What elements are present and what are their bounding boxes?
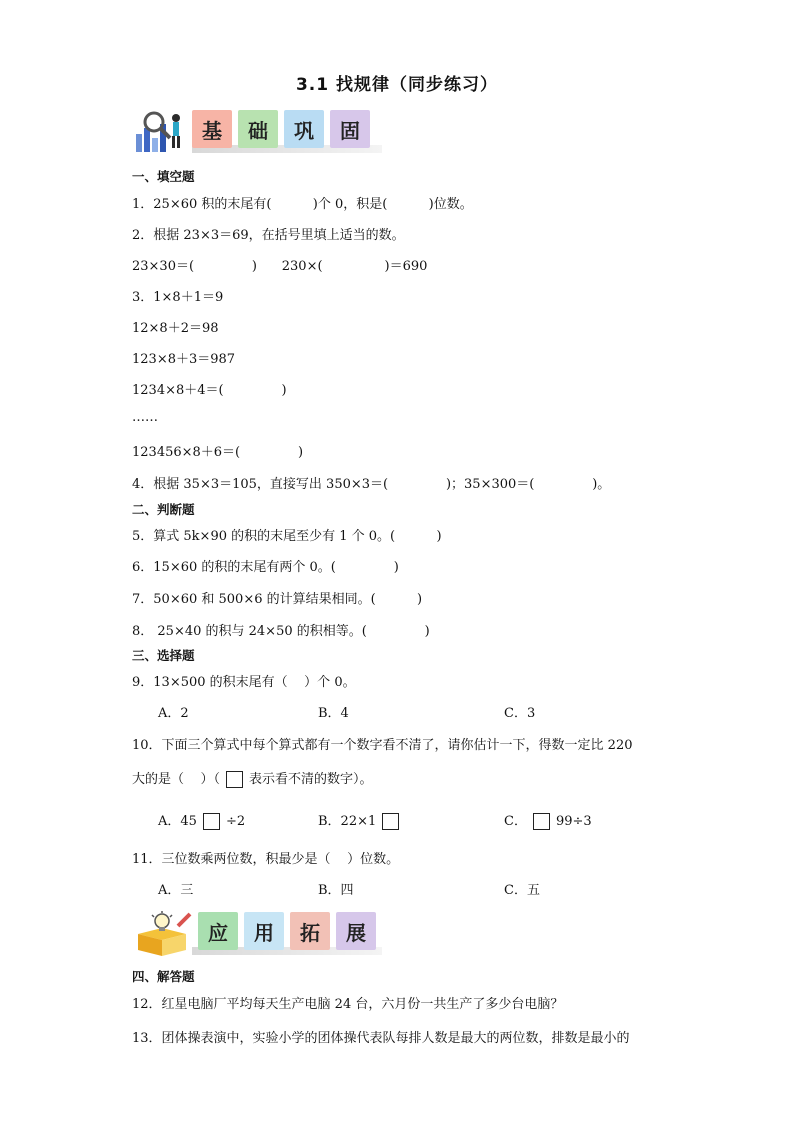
- question-3-line-3: 123×8＋3＝987: [132, 352, 236, 367]
- q9-option-a: A．2: [158, 706, 189, 721]
- q10-option-c-pre: C．: [504, 814, 527, 829]
- banner2-tile-2: 用: [244, 912, 284, 950]
- question-7: 7．50×60 和 500×6 的计算结果相同。( ): [132, 592, 423, 607]
- question-1: 1．25×60 积的末尾有( )个 0，积是( )位数。: [132, 197, 473, 212]
- q10-option-b: [318, 810, 405, 830]
- banner-basic-consolidation: [132, 108, 392, 156]
- blurred-digit-box: [203, 813, 220, 830]
- banner2-tile-4: 展: [336, 912, 376, 950]
- section-fill-blank: 一、填空题: [132, 169, 195, 184]
- banner1-tile-1: 基: [192, 110, 232, 148]
- banner1-tile-4: 固: [330, 110, 370, 148]
- banner-application-extension: [132, 910, 392, 958]
- section-word-problems: 四、解答题: [132, 969, 195, 984]
- q9-option-c: C．3: [504, 706, 536, 721]
- question-2-blanks: 23×30＝( ) 230×( )＝690: [132, 259, 428, 274]
- magnifier-chart-icon: [132, 108, 190, 156]
- question-12: 12．红星电脑厂平均每天生产电脑 24 台，六月份一共生产了多少台电脑？: [132, 997, 564, 1012]
- q10-text-pre: 大的是（ ）（: [132, 772, 221, 787]
- page-title: 3.1 找规律（同步练习）: [295, 75, 499, 95]
- banner1-tile-2: 础: [238, 110, 278, 148]
- q11-option-b: B．四: [318, 883, 354, 898]
- question-3-ellipsis: ……: [132, 410, 158, 425]
- blurred-digit-box: [533, 813, 550, 830]
- question-3-line-4: 1234×8＋4＝( ): [132, 383, 287, 398]
- q10-option-c: [504, 810, 592, 830]
- banner1-tile-3: 巩: [284, 110, 324, 148]
- question-4: 4．根据 35×3＝105，直接写出 350×3＝( )；35×300＝( )。: [132, 477, 611, 492]
- question-2: 2．根据 23×3＝69，在括号里填上适当的数。: [132, 228, 405, 243]
- banner2-tile-1: 应: [198, 912, 238, 950]
- question-10-line-1: 10．下面三个算式中每个算式都有一个数字看不清了，请你估计一下，得数一定比 220: [132, 738, 633, 753]
- question-5: 5．算式 5k×90 的积的末尾至少有 1 个 0。( ): [132, 529, 442, 544]
- q11-option-a: A．三: [158, 883, 194, 898]
- q10-option-a-post: ÷2: [225, 814, 246, 829]
- blurred-digit-box: [382, 813, 399, 830]
- q11-option-c: C．五: [504, 883, 540, 898]
- q9-option-b: B．4: [318, 706, 349, 721]
- q10-option-b-pre: B．22×1: [318, 814, 377, 829]
- blurred-digit-box: [226, 771, 243, 788]
- question-9: 9．13×500 的积末尾有（ ）个 0。: [132, 675, 356, 690]
- banner2-tile-3: 拓: [290, 912, 330, 950]
- question-6: 6．15×60 的积的末尾有两个 0。( ): [132, 560, 399, 575]
- section-true-false: 二、判断题: [132, 502, 195, 517]
- lightbulb-box-icon: [132, 910, 192, 958]
- question-3-line-1: 3．1×8＋1＝9: [132, 290, 224, 305]
- question-3-line-6: 123456×8＋6＝( ): [132, 445, 304, 460]
- q10-text-post: 表示看不清的数字）。: [249, 772, 373, 787]
- question-8: 8． 25×40 的积与 24×50 的积相等。( ): [132, 624, 430, 639]
- section-multiple-choice: 三、选择题: [132, 648, 195, 663]
- question-3-line-2: 12×8＋2＝98: [132, 321, 219, 336]
- question-10-line-2: [132, 768, 373, 788]
- q10-option-a-pre: A．45: [158, 814, 197, 829]
- q10-option-a: [158, 810, 245, 830]
- question-11: 11．三位数乘两位数，积最少是（ ）位数。: [132, 852, 400, 867]
- q10-option-c-post: 99÷3: [555, 814, 592, 829]
- question-13: 13．团体操表演中，实验小学的团体操代表队每排人数是最大的两位数，排数是最小的: [132, 1031, 630, 1046]
